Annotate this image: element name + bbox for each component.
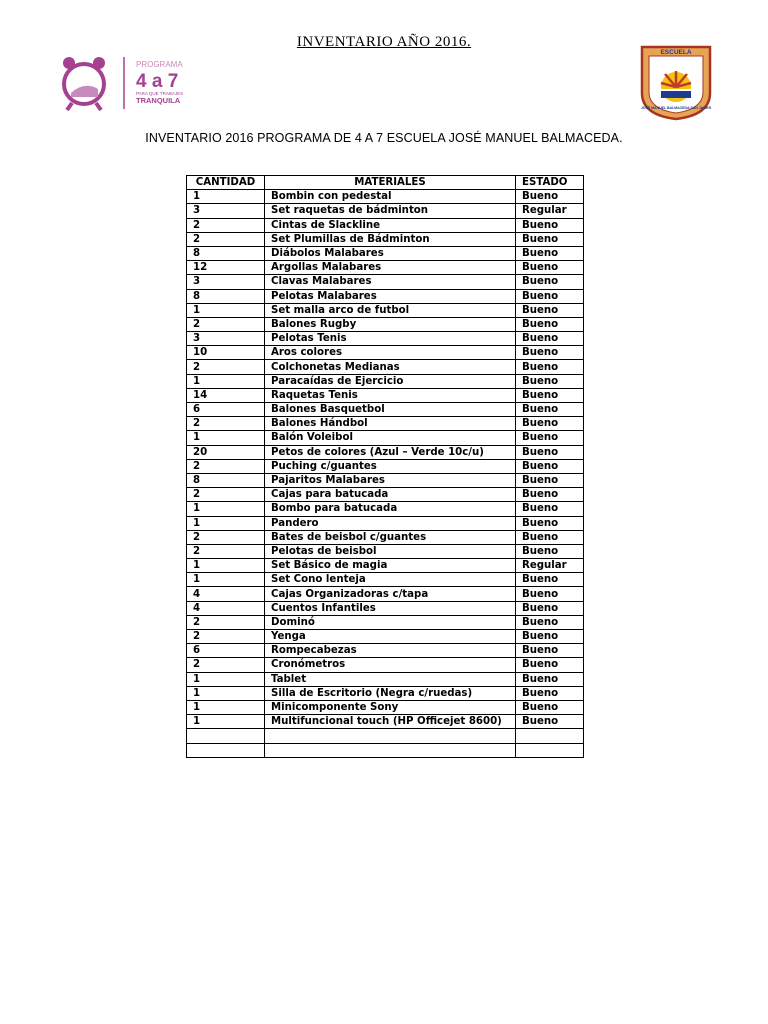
table-row — [187, 431, 584, 445]
material-cell: Raquetas Tenis — [265, 388, 516, 402]
estado-cell: Bueno — [516, 530, 584, 544]
material-cell: Cajas Organizadoras c/tapa — [265, 587, 516, 601]
cantidad-cell: 1 — [187, 672, 265, 686]
material-cell — [265, 743, 516, 757]
estado-cell: Bueno — [516, 403, 584, 417]
cantidad-cell: 2 — [187, 658, 265, 672]
header-materiales: MATERIALES — [265, 176, 516, 190]
document-title: INVENTARIO AÑO 2016. — [296, 34, 472, 50]
material-cell: Set malla arco de futbol — [265, 303, 516, 317]
material-cell: Pajaritos Malabares — [265, 473, 516, 487]
cantidad-cell: 4 — [187, 601, 265, 615]
material-cell — [265, 729, 516, 743]
material-cell: Petos de colores (Azul – Verde 10c/u) — [265, 445, 516, 459]
estado-cell: Bueno — [516, 672, 584, 686]
table-row — [187, 332, 584, 346]
cantidad-cell: 2 — [187, 218, 265, 232]
inventory-table — [186, 175, 584, 758]
material-cell: Cuentos Infantiles — [265, 601, 516, 615]
material-cell: Balón Voleibol — [265, 431, 516, 445]
table-row — [187, 204, 584, 218]
cantidad-cell: 1 — [187, 686, 265, 700]
table-row — [187, 729, 584, 743]
cantidad-cell: 6 — [187, 403, 265, 417]
material-cell: Cintas de Slackline — [265, 218, 516, 232]
cantidad-cell: 12 — [187, 261, 265, 275]
material-cell: Multifuncional touch (HP Officejet 8600) — [265, 715, 516, 729]
cantidad-cell: 1 — [187, 573, 265, 587]
estado-cell: Bueno — [516, 544, 584, 558]
table-row — [187, 530, 584, 544]
estado-cell: Bueno — [516, 317, 584, 331]
table-row — [187, 488, 584, 502]
estado-cell — [516, 729, 584, 743]
program-tagline-bold: TRANQUILA — [136, 96, 181, 105]
material-cell: Cajas para batucada — [265, 488, 516, 502]
estado-cell: Regular — [516, 559, 584, 573]
crest-side-text: JOSÉ MANUEL BALMACEDA SAN JAVIER — [640, 106, 712, 110]
estado-cell: Bueno — [516, 573, 584, 587]
estado-cell: Regular — [516, 204, 584, 218]
sun-emblem-icon — [661, 71, 691, 102]
table-row — [187, 700, 584, 714]
programa-4a7-logo — [58, 53, 198, 113]
material-cell: Set raquetas de bádminton — [265, 204, 516, 218]
table-row — [187, 658, 584, 672]
table-row — [187, 275, 584, 289]
estado-cell: Bueno — [516, 630, 584, 644]
material-cell: Set Básico de magia — [265, 559, 516, 573]
table-row — [187, 473, 584, 487]
table-row — [187, 715, 584, 729]
material-cell: Bombo para batucada — [265, 502, 516, 516]
cantidad-cell: 2 — [187, 530, 265, 544]
cantidad-cell: 8 — [187, 246, 265, 260]
table-row — [187, 388, 584, 402]
material-cell: Argollas Malabares — [265, 261, 516, 275]
escuela-crest-logo — [638, 43, 714, 121]
material-cell: Balones Rugby — [265, 317, 516, 331]
program-tagline: PARA QUE TRABAJES — [136, 91, 184, 96]
material-cell: Colchonetas Medianas — [265, 360, 516, 374]
table-row — [187, 190, 584, 204]
table-row — [187, 303, 584, 317]
material-cell: Set Cono lenteja — [265, 573, 516, 587]
table-row — [187, 289, 584, 303]
cantidad-cell: 10 — [187, 346, 265, 360]
table-row — [187, 630, 584, 644]
material-cell: Diábolos Malabares — [265, 246, 516, 260]
estado-cell: Bueno — [516, 289, 584, 303]
material-cell: Clavas Malabares — [265, 275, 516, 289]
header-cantidad: CANTIDAD — [187, 176, 265, 190]
table-row — [187, 672, 584, 686]
table-row — [187, 502, 584, 516]
header-estado: ESTADO — [516, 176, 584, 190]
cantidad-cell: 8 — [187, 473, 265, 487]
cantidad-cell: 1 — [187, 431, 265, 445]
material-cell: Rompecabezas — [265, 644, 516, 658]
document-subtitle: INVENTARIO 2016 PROGRAMA DE 4 A 7 ESCUELA JOSÉ MANUEL BALMACEDA. — [145, 131, 623, 145]
estado-cell: Bueno — [516, 275, 584, 289]
estado-cell: Bueno — [516, 417, 584, 431]
estado-cell: Bueno — [516, 615, 584, 629]
estado-cell: Bueno — [516, 686, 584, 700]
cantidad-cell: 3 — [187, 332, 265, 346]
material-cell: Cronómetros — [265, 658, 516, 672]
material-cell: Puching c/guantes — [265, 459, 516, 473]
table-row — [187, 232, 584, 246]
estado-cell: Bueno — [516, 360, 584, 374]
estado-cell: Bueno — [516, 218, 584, 232]
material-cell: Bombin con pedestal — [265, 190, 516, 204]
cantidad-cell: 1 — [187, 303, 265, 317]
cantidad-cell: 1 — [187, 715, 265, 729]
table-row — [187, 559, 584, 573]
estado-cell: Bueno — [516, 516, 584, 530]
table-row — [187, 573, 584, 587]
cantidad-cell: 6 — [187, 644, 265, 658]
material-cell: Pandero — [265, 516, 516, 530]
estado-cell: Bueno — [516, 502, 584, 516]
material-cell: Minicomponente Sony — [265, 700, 516, 714]
table-row — [187, 403, 584, 417]
table-row — [187, 587, 584, 601]
table-row — [187, 459, 584, 473]
estado-cell: Bueno — [516, 431, 584, 445]
material-cell: Paracaídas de Ejercicio — [265, 374, 516, 388]
cantidad-cell: 2 — [187, 630, 265, 644]
estado-cell: Bueno — [516, 488, 584, 502]
crest-top-label: ESCUELA — [660, 49, 692, 56]
cantidad-cell: 1 — [187, 190, 265, 204]
estado-cell: Bueno — [516, 459, 584, 473]
estado-cell: Bueno — [516, 246, 584, 260]
cantidad-cell: 1 — [187, 559, 265, 573]
material-cell: Yenga — [265, 630, 516, 644]
cantidad-cell: 2 — [187, 417, 265, 431]
material-cell: Balones Basquetbol — [265, 403, 516, 417]
inventory-table-body — [187, 190, 584, 758]
cantidad-cell: 1 — [187, 374, 265, 388]
table-header-row — [187, 176, 584, 190]
cantidad-cell: 14 — [187, 388, 265, 402]
table-row — [187, 246, 584, 260]
material-cell: Dominó — [265, 615, 516, 629]
estado-cell: Bueno — [516, 445, 584, 459]
estado-cell: Bueno — [516, 601, 584, 615]
estado-cell: Bueno — [516, 303, 584, 317]
cantidad-cell: 2 — [187, 488, 265, 502]
cantidad-cell: 20 — [187, 445, 265, 459]
material-cell: Balones Hándbol — [265, 417, 516, 431]
cantidad-cell: 1 — [187, 700, 265, 714]
table-row — [187, 686, 584, 700]
material-cell: Tablet — [265, 672, 516, 686]
estado-cell — [516, 743, 584, 757]
estado-cell: Bueno — [516, 587, 584, 601]
cantidad-cell: 2 — [187, 615, 265, 629]
estado-cell: Bueno — [516, 374, 584, 388]
material-cell: Pelotas Malabares — [265, 289, 516, 303]
estado-cell: Bueno — [516, 473, 584, 487]
program-label: PROGRAMA — [136, 60, 183, 69]
estado-cell: Bueno — [516, 190, 584, 204]
cantidad-cell — [187, 743, 265, 757]
cantidad-cell: 1 — [187, 502, 265, 516]
cantidad-cell: 8 — [187, 289, 265, 303]
cantidad-cell: 4 — [187, 587, 265, 601]
table-row — [187, 601, 584, 615]
cantidad-cell: 2 — [187, 544, 265, 558]
table-row — [187, 445, 584, 459]
estado-cell: Bueno — [516, 700, 584, 714]
cantidad-cell: 2 — [187, 459, 265, 473]
estado-cell: Bueno — [516, 232, 584, 246]
estado-cell: Bueno — [516, 715, 584, 729]
estado-cell: Bueno — [516, 346, 584, 360]
estado-cell: Bueno — [516, 332, 584, 346]
cantidad-cell: 2 — [187, 317, 265, 331]
table-row — [187, 346, 584, 360]
material-cell: Pelotas de beisbol — [265, 544, 516, 558]
cantidad-cell: 2 — [187, 232, 265, 246]
material-cell: Set Plumillas de Bádminton — [265, 232, 516, 246]
table-row — [187, 317, 584, 331]
program-name: 4 a 7 — [136, 71, 179, 92]
cantidad-cell: 3 — [187, 204, 265, 218]
table-row — [187, 743, 584, 757]
material-cell: Aros colores — [265, 346, 516, 360]
table-row — [187, 644, 584, 658]
table-row — [187, 417, 584, 431]
table-row — [187, 374, 584, 388]
estado-cell: Bueno — [516, 261, 584, 275]
cantidad-cell: 2 — [187, 360, 265, 374]
estado-cell: Bueno — [516, 658, 584, 672]
material-cell: Pelotas Tenis — [265, 332, 516, 346]
table-row — [187, 544, 584, 558]
estado-cell: Bueno — [516, 388, 584, 402]
table-row — [187, 615, 584, 629]
material-cell: Silla de Escritorio (Negra c/ruedas) — [265, 686, 516, 700]
cantidad-cell: 1 — [187, 516, 265, 530]
table-row — [187, 360, 584, 374]
cantidad-cell: 3 — [187, 275, 265, 289]
cantidad-cell — [187, 729, 265, 743]
table-row — [187, 516, 584, 530]
table-row — [187, 261, 584, 275]
estado-cell: Bueno — [516, 644, 584, 658]
material-cell: Bates de beisbol c/guantes — [265, 530, 516, 544]
table-row — [187, 218, 584, 232]
